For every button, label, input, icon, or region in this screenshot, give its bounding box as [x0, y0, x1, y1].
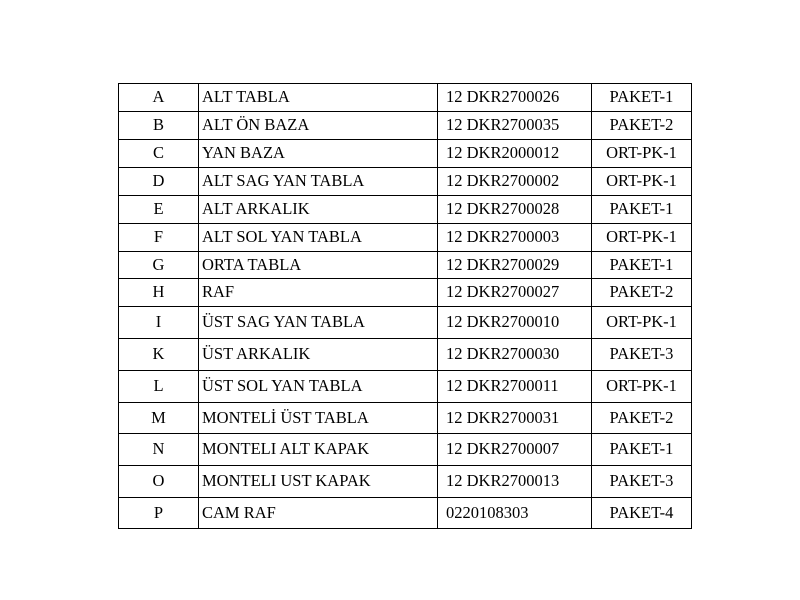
table-row [119, 339, 692, 371]
part-code: 12 DKR2000012 [438, 140, 592, 168]
part-letter: M [119, 403, 199, 434]
part-name: MONTELI UST KAPAK [199, 466, 438, 498]
part-package: ORT-PK-1 [592, 140, 692, 168]
part-package: PAKET-4 [592, 498, 692, 529]
part-letter: K [119, 339, 199, 371]
table-row [119, 252, 692, 279]
part-name: YAN BAZA [199, 140, 438, 168]
table-row [119, 371, 692, 403]
part-package: ORT-PK-1 [592, 168, 692, 196]
part-code: 12 DKR2700029 [438, 252, 592, 279]
part-letter: O [119, 466, 199, 498]
part-code: 12 DKR2700030 [438, 339, 592, 371]
part-letter: F [119, 224, 199, 252]
part-name: ALT ARKALIK [199, 196, 438, 224]
part-code: 12 DKR2700028 [438, 196, 592, 224]
part-letter: G [119, 252, 199, 279]
part-package: ORT-PK-1 [592, 371, 692, 403]
part-code: 12 DKR2700027 [438, 279, 592, 307]
part-letter: C [119, 140, 199, 168]
part-name: MONTELİ ÜST TABLA [199, 403, 438, 434]
part-code: 12 DKR2700011 [438, 371, 592, 403]
table-row [119, 224, 692, 252]
table-row [119, 434, 692, 466]
part-name: RAF [199, 279, 438, 307]
part-package: PAKET-3 [592, 339, 692, 371]
part-name: ALT TABLA [199, 84, 438, 112]
part-letter: E [119, 196, 199, 224]
part-code: 12 DKR2700031 [438, 403, 592, 434]
part-package: ORT-PK-1 [592, 307, 692, 339]
part-letter: L [119, 371, 199, 403]
part-package: PAKET-2 [592, 112, 692, 140]
table-row [119, 279, 692, 307]
part-letter: P [119, 498, 199, 529]
table-row [119, 307, 692, 339]
table-row [119, 498, 692, 529]
part-name: ORTA TABLA [199, 252, 438, 279]
part-letter: A [119, 84, 199, 112]
part-letter: I [119, 307, 199, 339]
part-package: PAKET-3 [592, 466, 692, 498]
part-letter: H [119, 279, 199, 307]
table-row [119, 168, 692, 196]
part-letter: N [119, 434, 199, 466]
table-row [119, 466, 692, 498]
part-code: 12 DKR2700010 [438, 307, 592, 339]
part-letter: D [119, 168, 199, 196]
part-code: 12 DKR2700035 [438, 112, 592, 140]
part-code: 0220108303 [438, 498, 592, 529]
part-name: ALT SAG YAN TABLA [199, 168, 438, 196]
part-code: 12 DKR2700026 [438, 84, 592, 112]
part-name: ALT ÖN BAZA [199, 112, 438, 140]
part-package: PAKET-2 [592, 279, 692, 307]
part-name: ALT SOL YAN TABLA [199, 224, 438, 252]
table-row [119, 403, 692, 434]
part-code: 12 DKR2700003 [438, 224, 592, 252]
part-name: ÜST SOL YAN TABLA [199, 371, 438, 403]
table-row [119, 140, 692, 168]
table-row [119, 84, 692, 112]
part-package: PAKET-1 [592, 84, 692, 112]
part-name: ÜST ARKALIK [199, 339, 438, 371]
part-name: MONTELI ALT KAPAK [199, 434, 438, 466]
parts-table [118, 83, 692, 529]
part-name: ÜST SAG YAN TABLA [199, 307, 438, 339]
part-code: 12 DKR2700007 [438, 434, 592, 466]
part-name: CAM RAF [199, 498, 438, 529]
table-row [119, 112, 692, 140]
part-package: PAKET-1 [592, 196, 692, 224]
part-code: 12 DKR2700002 [438, 168, 592, 196]
part-package: PAKET-1 [592, 252, 692, 279]
part-package: PAKET-1 [592, 434, 692, 466]
table-row [119, 196, 692, 224]
part-letter: B [119, 112, 199, 140]
part-package: PAKET-2 [592, 403, 692, 434]
part-package: ORT-PK-1 [592, 224, 692, 252]
part-code: 12 DKR2700013 [438, 466, 592, 498]
